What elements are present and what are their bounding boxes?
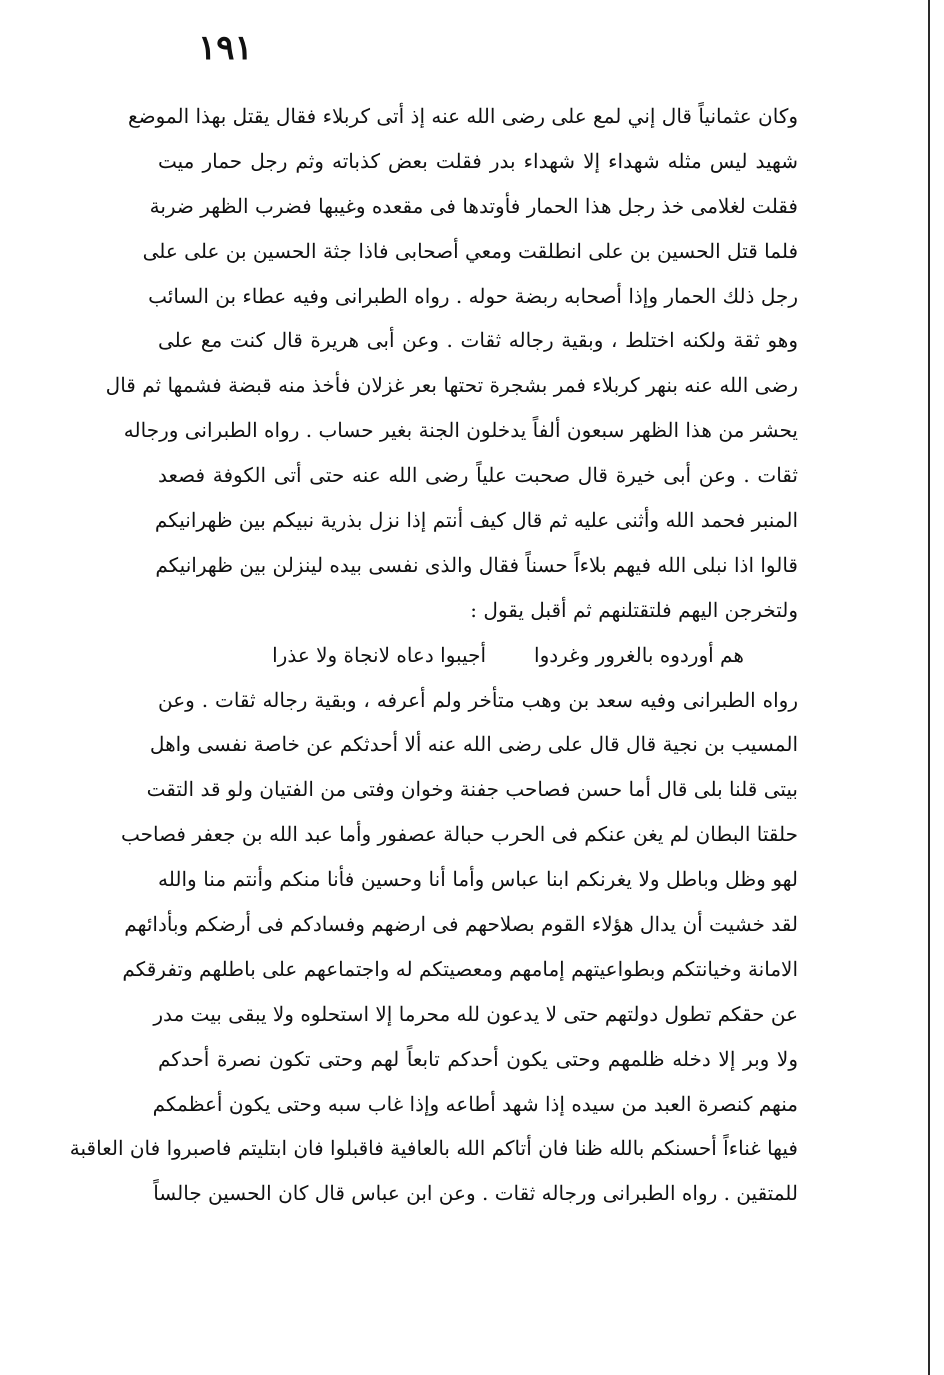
page-number: ١٩١ bbox=[198, 28, 253, 68]
text-line: شهيد ليس مثله شهداء إلا شهداء بدر فقلت بعض كذباته وثم رجل حمار ميت bbox=[158, 148, 798, 173]
text-line: فقلت لغلامى خذ رجل هذا الحمار فأوتدها فى مقعده وغيبها فضرب الظهر ضربة bbox=[149, 193, 798, 218]
text-line: حلقتا البطان لم يغن عنكم فى الحرب حبالة عصفور وأما عبد الله بن جعفر فصاحب bbox=[120, 822, 798, 847]
text-line: يحشر من هذا الظهر سبعون ألفاً يدخلون الجنة بغير حساب . رواه الطبرانى ورجاله bbox=[123, 418, 798, 443]
text-line: وهو ثقة ولكنه اختلط ، وبقية رجاله ثقات . وعن أبى هريرة قال كنت مع على bbox=[158, 328, 798, 353]
text-line: منهم كنصرة العبد من سيده إذا شهد أطاعه وإذا غاب سبه وحتى يكون أعظمكم bbox=[152, 1091, 798, 1116]
body-text bbox=[69, 94, 798, 1216]
text-line: رجل ذلك الحمار وإذا أصحابه ربضة حوله . رواه الطبرانى وفيه عطاء بن السائب bbox=[148, 283, 798, 308]
text-line: عن حقكم تطول دولتهم حتى لا يدعون لله محرما إلا استحلوه ولا يبقى بيت مدر bbox=[153, 1001, 798, 1026]
page-binding-edge bbox=[928, 0, 930, 1375]
text-line: فيها غناءاً أحسنكم بالله ظنا فان أتاكم الله بالعافية فاقبلوا فان ابتليتم فاصبروا فان العاقبة bbox=[69, 1136, 798, 1161]
text-line: ثقات . وعن أبى خيرة قال صحبت علياً رضى الله عنه حتى أتى الكوفة فصعد bbox=[158, 463, 798, 488]
poetry-verse bbox=[158, 633, 798, 678]
text-line: قالوا اذا نبلى الله فيهم بلاءاً حسناً فقال والذى نفسى بيده لينزلن بين ظهرانيكم bbox=[155, 552, 798, 577]
text-line: المنبر فحمد الله وأثنى عليه ثم قال كيف أنتم إذا نزل بذرية نبيكم بين ظهرانيكم bbox=[154, 508, 798, 533]
text-line: لقد خشيت أن يدال هؤلاء القوم بصلاحهم فى ارضهم وفسادكم فى أرضكم وبأدائهم bbox=[124, 912, 798, 937]
text-line: ولا وبر إلا دخله ظلمهم وحتى يكون أحدكم تابعاً لهم وحتى تكون نصرة أحدكم bbox=[158, 1046, 798, 1071]
text-line: وكان عثمانياً قال إني لمع على رضى الله عنه إذ أتى كربلاء فقال يقتل بهذا الموضع bbox=[127, 104, 798, 128]
verse-second-hemistich: أجيبوا دعاه لانجاة ولا عذرا bbox=[272, 642, 487, 667]
text-line: فلما قتل الحسين بن على انطلقت ومعي أصحابى فاذا جثة الحسين بن على على bbox=[142, 238, 798, 263]
text-line: رواه الطبرانى وفيه سعد بن وهب متأخر ولم أعرفه ، وبقية رجاله ثقات . وعن bbox=[158, 687, 798, 712]
text-line: الامانة وخيانتكم وبطواعيتهم إمامهم ومعصيتكم له واجتماعهم على باطلهم وتفرقكم bbox=[122, 956, 798, 981]
text-line: رضى الله عنه بنهر كربلاء فمر بشجرة تحتها بعر غزلان فأخذ منه قبضة فشمها ثم قال bbox=[105, 373, 798, 398]
text-line: المسيب بن نجية قال قال على رضى الله عنه ألا أحدثكم عن خاصة نفسى واهل bbox=[149, 732, 798, 757]
text-line: ولتخرجن اليهم فلتقتلنهم ثم أقبل يقول : bbox=[470, 597, 798, 622]
text-line: بيتى قلنا بلى قال أما حسن فصاحب جفنة وخوان وفتى من الفتيان ولو قد التقت bbox=[146, 777, 798, 802]
text-line: لهو وظل وباطل ولا يغرنكم ابنا عباس وأما أنا وحسين فأنا منكم وأنتم منا والله bbox=[158, 867, 798, 892]
text-line: للمتقين . رواه الطبرانى ورجاله ثقات . وعن ابن عباس قال كان الحسين جالساً bbox=[153, 1181, 798, 1206]
verse-first-hemistich: هم أوردوه بالغرور وغردوا bbox=[534, 642, 744, 667]
